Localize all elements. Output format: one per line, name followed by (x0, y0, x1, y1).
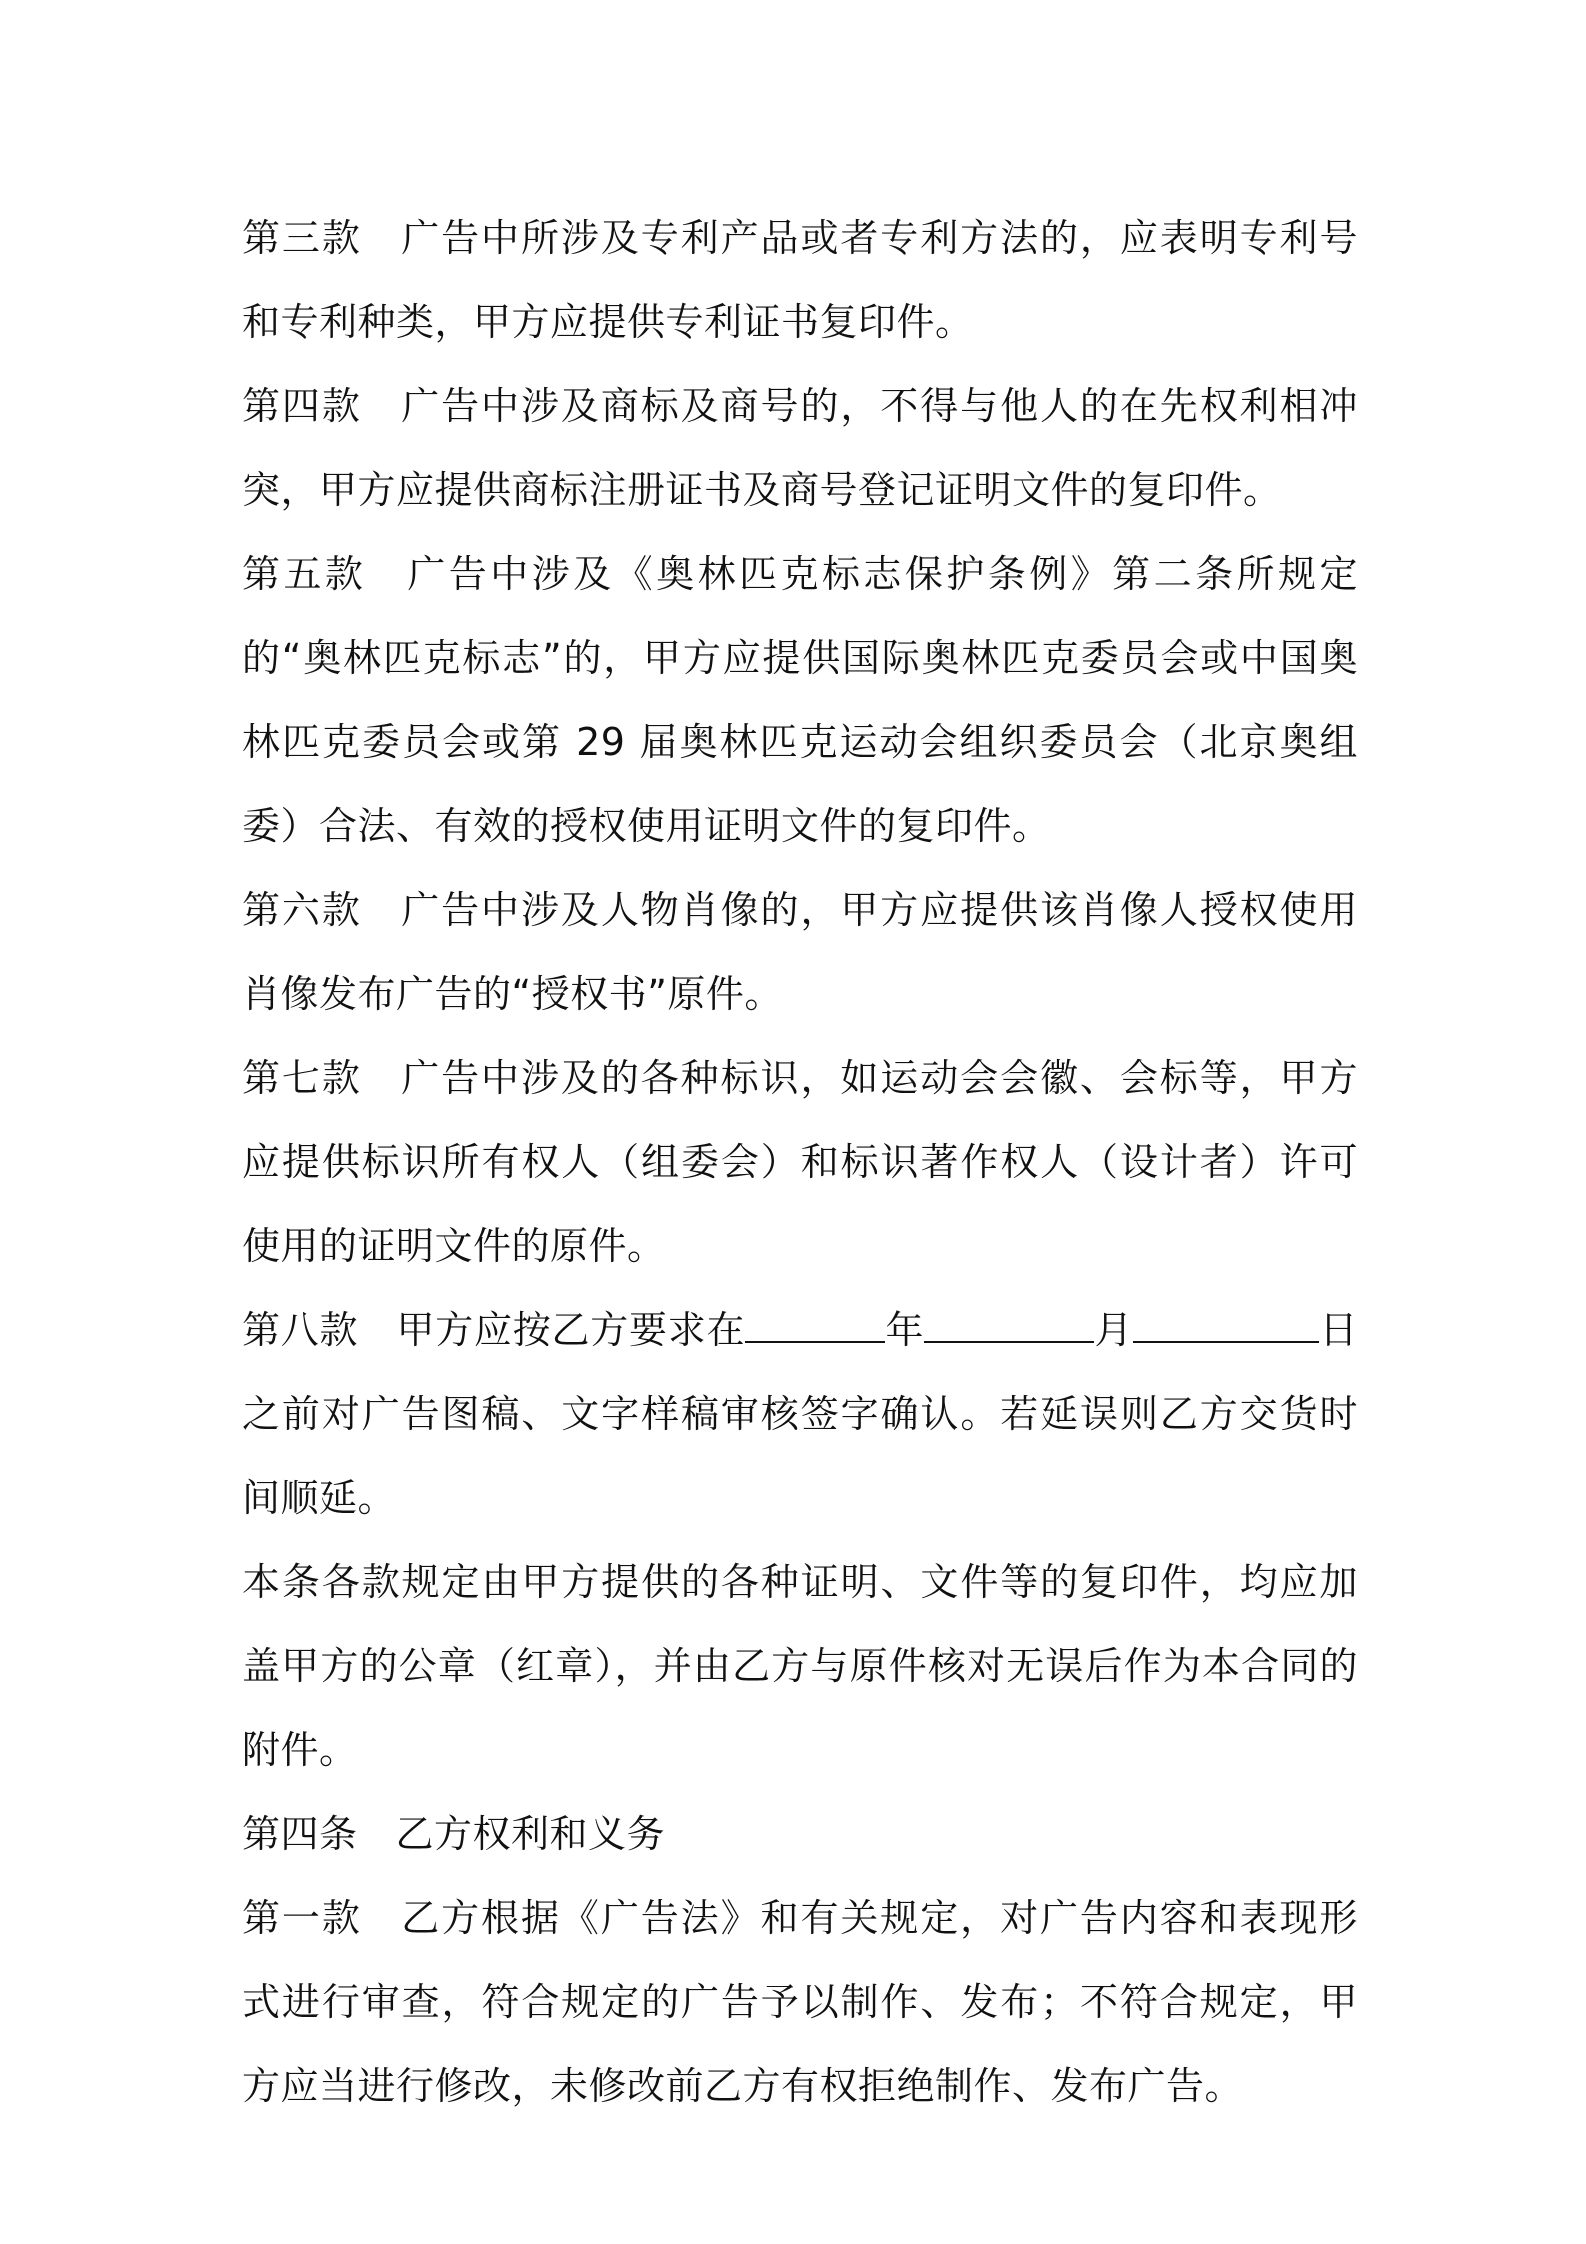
clause-text: 乙方根据《广告法》和有关规定，对广告内容和表现形式进行审查，符合规定的广告予以制作、发布；不符合规定，甲方应当进行修改，未修改前乙方有权拒绝制作、发布广告。 (242, 1896, 1358, 2108)
clause-label: 第七款 (242, 1056, 362, 1100)
clause-text-after: 日之前对广告图稿、文字样稿审核签字确认。若延误则乙方交货时间顺延。 (242, 1308, 1358, 1520)
article-title: 乙方权利和义务 (395, 1812, 666, 1856)
year-blank (745, 1303, 885, 1343)
document-body (242, 196, 1358, 2128)
clause-6 (242, 868, 1358, 1036)
clause-4 (242, 364, 1358, 532)
year-label: 年 (885, 1308, 925, 1352)
clause-text: 广告中涉及人物肖像的，甲方应提供该肖像人授权使用肖像发布广告的“授权书”原件。 (242, 888, 1358, 1016)
clause-8 (242, 1288, 1358, 1540)
clause-text: 广告中涉及商标及商号的，不得与他人的在先权利相冲突，甲方应提供商标注册证书及商号登记证明文件的复印件。 (242, 384, 1358, 512)
clause-text: 广告中涉及《奥林匹克标志保护条例》第二条所规定的“奥林匹克标志”的，甲方应提供国际奥林匹克委员会或中国奥林匹克委员会或第 29 届奥林匹克运动会组织委员会（北京奥组委）合法、有效的授权使用证明文件的复印件。 (242, 552, 1358, 848)
article-label: 第四条 (242, 1812, 358, 1856)
month-blank (924, 1303, 1094, 1343)
clause-label: 第六款 (242, 888, 362, 932)
clause-text-before: 甲方应按乙方要求在 (396, 1308, 746, 1352)
clause-label: 第三款 (242, 216, 362, 260)
clause-3 (242, 196, 1358, 364)
summary-paragraph: 本条各款规定由甲方提供的各种证明、文件等的复印件，均应加盖甲方的公章（红章），并由乙方与原件核对无误后作为本合同的附件。 (242, 1560, 1358, 1772)
clause-7 (242, 1036, 1358, 1288)
clause-label: 第一款 (242, 1896, 362, 1940)
clause-label: 第八款 (242, 1308, 359, 1352)
clause-text: 广告中所涉及专利产品或者专利方法的，应表明专利号和专利种类，甲方应提供专利证书复印件。 (242, 216, 1358, 344)
clause-5 (242, 532, 1358, 868)
clause-label: 第五款 (242, 552, 367, 596)
day-blank (1133, 1303, 1319, 1343)
month-label: 月 (1094, 1308, 1134, 1352)
clause-text: 广告中涉及的各种标识，如运动会会徽、会标等，甲方应提供标识所有权人（组委会）和标识著作权人（设计者）许可使用的证明文件的原件。 (242, 1056, 1358, 1268)
clause-label: 第四款 (242, 384, 362, 428)
article-clause-1 (242, 1876, 1358, 2128)
article-heading (242, 1792, 1358, 1876)
